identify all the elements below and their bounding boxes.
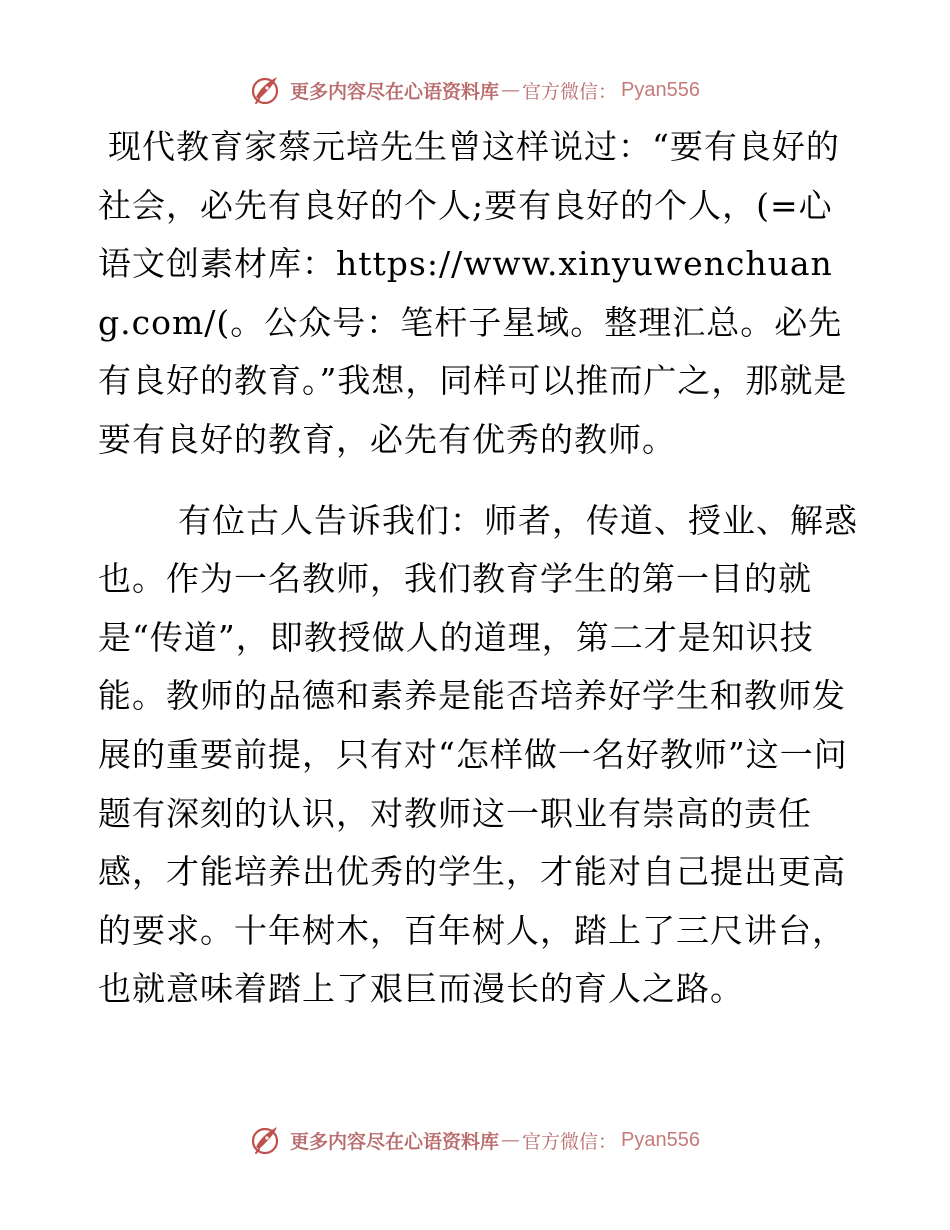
header-banner xyxy=(0,70,950,110)
banner-dash: — xyxy=(501,79,521,101)
banner-site-text: 更多内容尽在心语资料库 xyxy=(290,80,500,103)
document-body xyxy=(98,118,858,1019)
banner-site-text: 更多内容尽在心语资料库 xyxy=(290,1130,500,1153)
paragraph-1: 现代教育家蔡元培先生曾这样说过：“要有良好的社会，必先有良好的个人;要有良好的个人，(=心语文创素材库：https://www.xinyuwenchuang.com/(。公众号：笔杆子星域。整理汇总。必先有良好的教育。”我想，同样可以推而广之，那就是要有良好的教育，必先有优秀的教师。 xyxy=(98,127,848,459)
banner-wechat-label: 官方微信： xyxy=(522,1130,618,1153)
banner-wechat-label: 官方微信： xyxy=(522,80,618,103)
banner-wechat-id: Pyan556 xyxy=(621,78,700,101)
banner-dash: — xyxy=(501,1129,521,1151)
paragraph-2: 有位古人告诉我们：师者，传道、授业、解惑也。作为一名教师，我们教育学生的第一目的就是“传道”，即教授做人的道理，第二才是知识技能。教师的品德和素养是能否培养好学生和教师发展的重要前提，只有对“怎样做一名好教师”这一问题有深刻的认识，对教师这一职业有崇高的责任感，才能培养出优秀的学生，才能对自己提出更高的要求。十年树木，百年树人，踏上了三尺讲台，也就意味着踏上了艰巨而漫长的育人之路。 xyxy=(98,500,858,1009)
footer-banner xyxy=(0,1120,950,1160)
banner-wechat-id: Pyan556 xyxy=(621,1128,700,1151)
pen-nib-logo-icon xyxy=(250,73,284,107)
pen-nib-logo-icon xyxy=(250,1123,284,1157)
